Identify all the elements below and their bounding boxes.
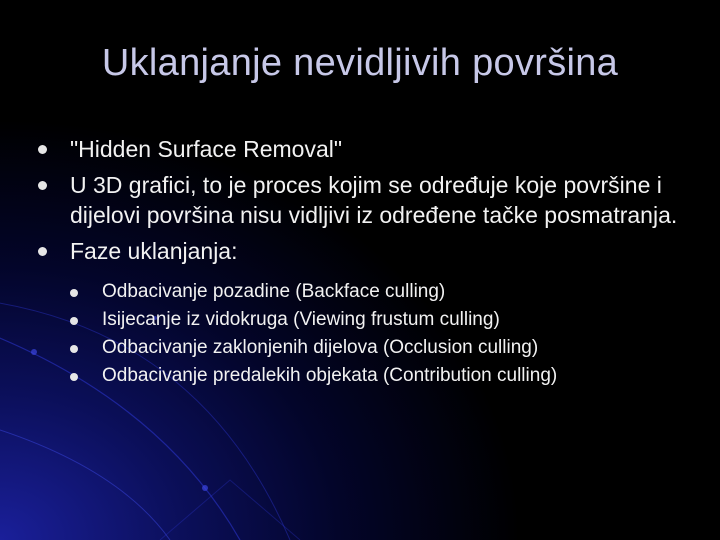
sub-bullet-text: Odbacivanje predalekih objekata (Contribution culling) — [102, 365, 558, 386]
bullet-text: "Hidden Surface Removal" — [70, 136, 343, 162]
sub-bullet-dot-icon — [70, 345, 78, 353]
bullet-item — [38, 134, 698, 164]
sub-bullet-item — [70, 308, 698, 332]
sub-bullet-item — [70, 280, 698, 304]
slide-title: Uklanjanje nevidljivih površina — [101, 42, 619, 84]
bullet-list — [38, 134, 698, 394]
sub-bullet-item — [70, 364, 698, 388]
sub-bullet-dot-icon — [70, 317, 78, 325]
sub-bullet-dot-icon — [70, 373, 78, 381]
sub-bullet-text: Odbacivanje zaklonjenih dijelova (Occlusion culling) — [102, 337, 539, 358]
sub-bullet-list — [70, 280, 698, 388]
sub-bullet-item — [70, 336, 698, 360]
sub-bullet-text: Odbacivanje pozadine (Backface culling) — [102, 281, 446, 302]
bullet-dot-icon — [38, 247, 47, 256]
bullet-item — [38, 236, 698, 388]
bullet-item — [38, 170, 698, 230]
bullet-dot-icon — [38, 145, 47, 154]
bullet-text: Faze uklanjanja: — [70, 238, 238, 264]
sub-bullet-text: Isijecanje iz vidokruga (Viewing frustum culling) — [102, 309, 500, 330]
bullet-text: U 3D grafici, to je proces kojim se određuje koje površine i dijelovi površina nisu vidljivi iz određene tačke posmatranja. — [70, 172, 678, 228]
bullet-dot-icon — [38, 181, 47, 190]
sub-bullet-dot-icon — [70, 289, 78, 297]
